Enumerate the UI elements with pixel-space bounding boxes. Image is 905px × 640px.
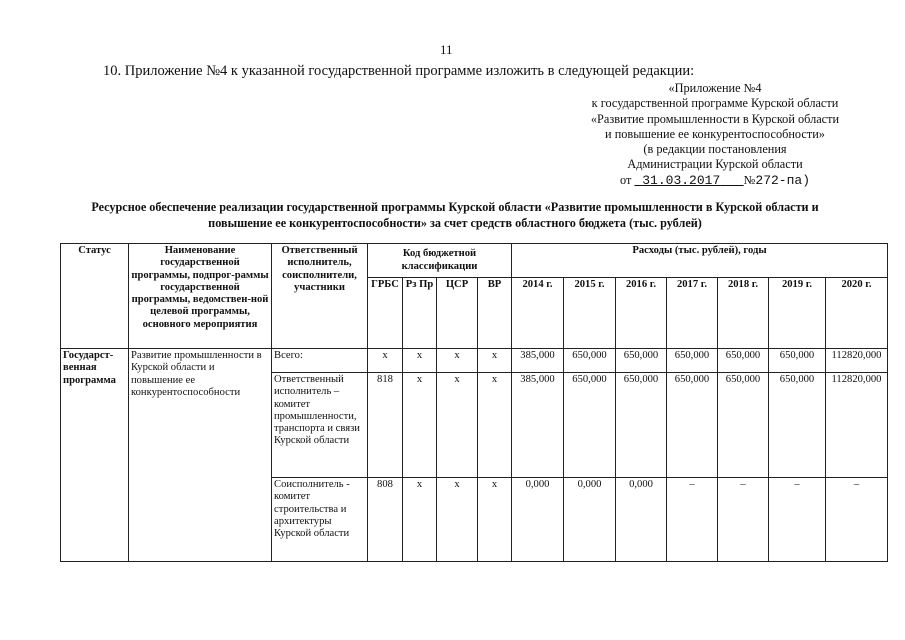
code-cell: 818	[368, 373, 403, 478]
executor-cell: Ответственный исполнитель – комитет промышленности, транспорта и связи Курской области	[272, 373, 368, 478]
header-year: 2017 г.	[667, 278, 718, 349]
code-cell: x	[403, 478, 437, 562]
header-executor: Ответственный исполнитель, соисполнители, участники	[272, 244, 368, 349]
code-cell: x	[478, 478, 512, 562]
value-cell: 650,000	[564, 349, 616, 373]
value-cell: 0,000	[564, 478, 616, 562]
appendix-line: Администрации Курской области	[627, 157, 803, 172]
code-cell: x	[403, 373, 437, 478]
header-year: 2019 г.	[769, 278, 826, 349]
program-name-cell: Развитие промышленности в Курской области и повышение ее конкурентоспособности	[129, 349, 272, 562]
value-cell: –	[667, 478, 718, 562]
budget-table	[60, 243, 888, 562]
value-cell: 385,000	[512, 349, 564, 373]
value-cell: 0,000	[616, 478, 667, 562]
appendix-line: и повышение ее конкурентоспособности»	[605, 126, 825, 141]
executor-cell: Всего:	[272, 349, 368, 373]
header-code-group: Код бюджетной классификации	[368, 244, 512, 278]
header-expense-group: Расходы (тыс. рублей), годы	[512, 244, 888, 278]
value-cell: 385,000	[512, 373, 564, 478]
header-code-csr: ЦСР	[437, 278, 478, 349]
page-number: 11	[440, 42, 453, 57]
header-code-vr: ВР	[478, 278, 512, 349]
appendix-block	[560, 81, 870, 188]
code-cell: x	[403, 349, 437, 373]
header-year: 2016 г.	[616, 278, 667, 349]
value-cell: 650,000	[718, 373, 769, 478]
value-cell: 650,000	[769, 373, 826, 478]
appendix-line: (в редакции постановления	[643, 142, 787, 157]
value-cell: –	[769, 478, 826, 562]
table-row	[61, 349, 888, 373]
value-cell: 650,000	[667, 349, 718, 373]
value-cell: –	[826, 478, 888, 562]
intro-text: 10. Приложение №4 к указанной государственной программе изложить в следующей редакции:	[103, 63, 695, 79]
value-cell: 650,000	[616, 349, 667, 373]
value-cell: 650,000	[616, 373, 667, 478]
value-cell: –	[718, 478, 769, 562]
code-cell: x	[437, 373, 478, 478]
header-code-rzpr: Рз Пр	[403, 278, 437, 349]
header-code-grbs: ГРБС	[368, 278, 403, 349]
header-year: 2014 г.	[512, 278, 564, 349]
appendix-line: «Приложение №4	[668, 81, 762, 95]
header-year: 2018 г.	[718, 278, 769, 349]
value-cell: 112820,000	[826, 373, 888, 478]
header-year: 2015 г.	[564, 278, 616, 349]
appendix-line: к государственной программе Курской области	[591, 96, 839, 111]
code-cell: x	[368, 349, 403, 373]
executor-cell: Соисполнитель - комитет строительства и архитектуры Курской области	[272, 478, 368, 562]
value-cell: 650,000	[718, 349, 769, 373]
value-cell: 112820,000	[826, 349, 888, 373]
value-cell: 650,000	[769, 349, 826, 373]
value-cell: 0,000	[512, 478, 564, 562]
code-cell: x	[478, 349, 512, 373]
value-cell: 650,000	[564, 373, 616, 478]
code-cell: x	[478, 373, 512, 478]
appendix-line: «Развитие промышленности в Курской области	[590, 111, 840, 126]
code-cell: x	[437, 478, 478, 562]
table-heading: Ресурсное обеспечение реализации государственной программы Курской области «Развитие промышленности в Курской области и повышение ее конкурентоспособности» за счет средств областного бюджета (тыс. рублей)	[91, 200, 819, 230]
code-cell: 808	[368, 478, 403, 562]
status-cell: Государст-венная программа	[61, 349, 129, 562]
appendix-date-line	[560, 173, 870, 188]
header-year: 2020 г.	[826, 278, 888, 349]
header-name: Наименование государственной программы, подпрог-раммы государственной программы, ведомствен-ной целевой программы, основного мероприятия	[129, 244, 272, 349]
decree-number: 272-па)	[755, 172, 811, 188]
code-cell: x	[437, 349, 478, 373]
number-prefix: №	[743, 172, 756, 187]
header-status: Статус	[61, 244, 129, 349]
value-cell: 650,000	[667, 373, 718, 478]
date-prefix: от	[619, 172, 632, 187]
decree-date: 31.03.2017	[642, 172, 721, 188]
